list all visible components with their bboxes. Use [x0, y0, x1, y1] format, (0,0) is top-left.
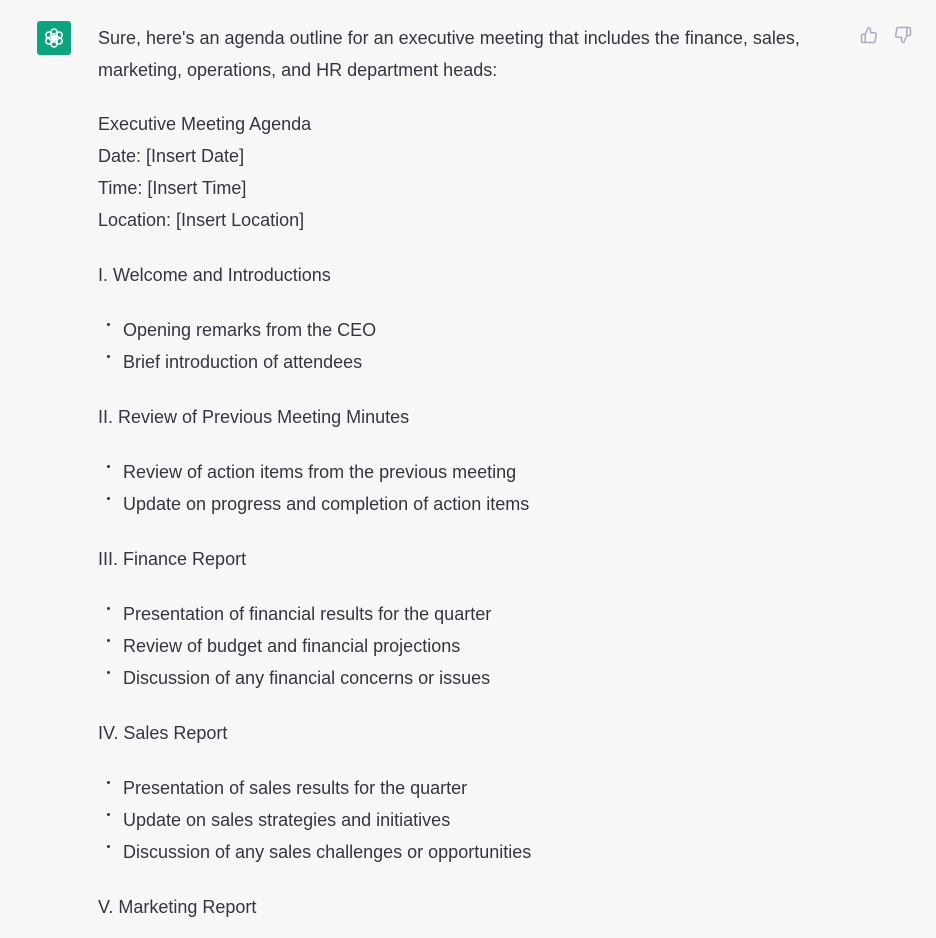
bullet-list: [98, 772, 848, 868]
section-title: III. Finance Report: [98, 549, 247, 569]
list-item: Discussion of any financial concerns or issues: [98, 662, 848, 694]
section-title: V. Marketing Report: [98, 897, 257, 917]
agenda-date: Date: [Insert Date]: [98, 146, 245, 166]
agenda-title: Executive Meeting Agenda: [98, 114, 312, 134]
thumbs-down-icon: [894, 26, 912, 44]
openai-logo-icon: [42, 26, 66, 50]
list-item: Review of budget and financial projections: [98, 630, 848, 662]
list-item: Presentation of financial results for the quarter: [98, 598, 848, 630]
section-title: II. Review of Previous Meeting Minutes: [98, 407, 410, 427]
agenda-header: [98, 108, 848, 236]
list-item: Review of action items from the previous meeting: [98, 456, 848, 488]
section-title: I. Welcome and Introductions: [98, 265, 331, 285]
intro-text: Sure, here's an agenda outline for an executive meeting that includes the finance, sales, marketing, operations, and HR department heads:: [98, 28, 800, 80]
bullet-list: [98, 314, 848, 378]
list-item: Update on progress and completion of action items: [98, 488, 848, 520]
agenda-time: Time: [Insert Time]: [98, 178, 247, 198]
list-item: Discussion of any sales challenges or opportunities: [98, 836, 848, 868]
thumbs-down-button[interactable]: [892, 24, 914, 46]
bullet-list: [98, 598, 848, 694]
bullet-list: [98, 456, 848, 520]
list-item: Opening remarks from the CEO: [98, 314, 848, 346]
agenda-location: Location: [Insert Location]: [98, 210, 305, 230]
list-item: Brief introduction of attendees: [98, 346, 848, 378]
list-item: Presentation of sales results for the quarter: [98, 772, 848, 804]
message-actions: [858, 24, 914, 46]
assistant-avatar: [37, 21, 71, 55]
thumbs-up-button[interactable]: [858, 24, 880, 46]
list-item: Update on sales strategies and initiatives: [98, 804, 848, 836]
thumbs-up-icon: [860, 26, 878, 44]
message-content: [98, 22, 848, 938]
section-title: IV. Sales Report: [98, 723, 228, 743]
